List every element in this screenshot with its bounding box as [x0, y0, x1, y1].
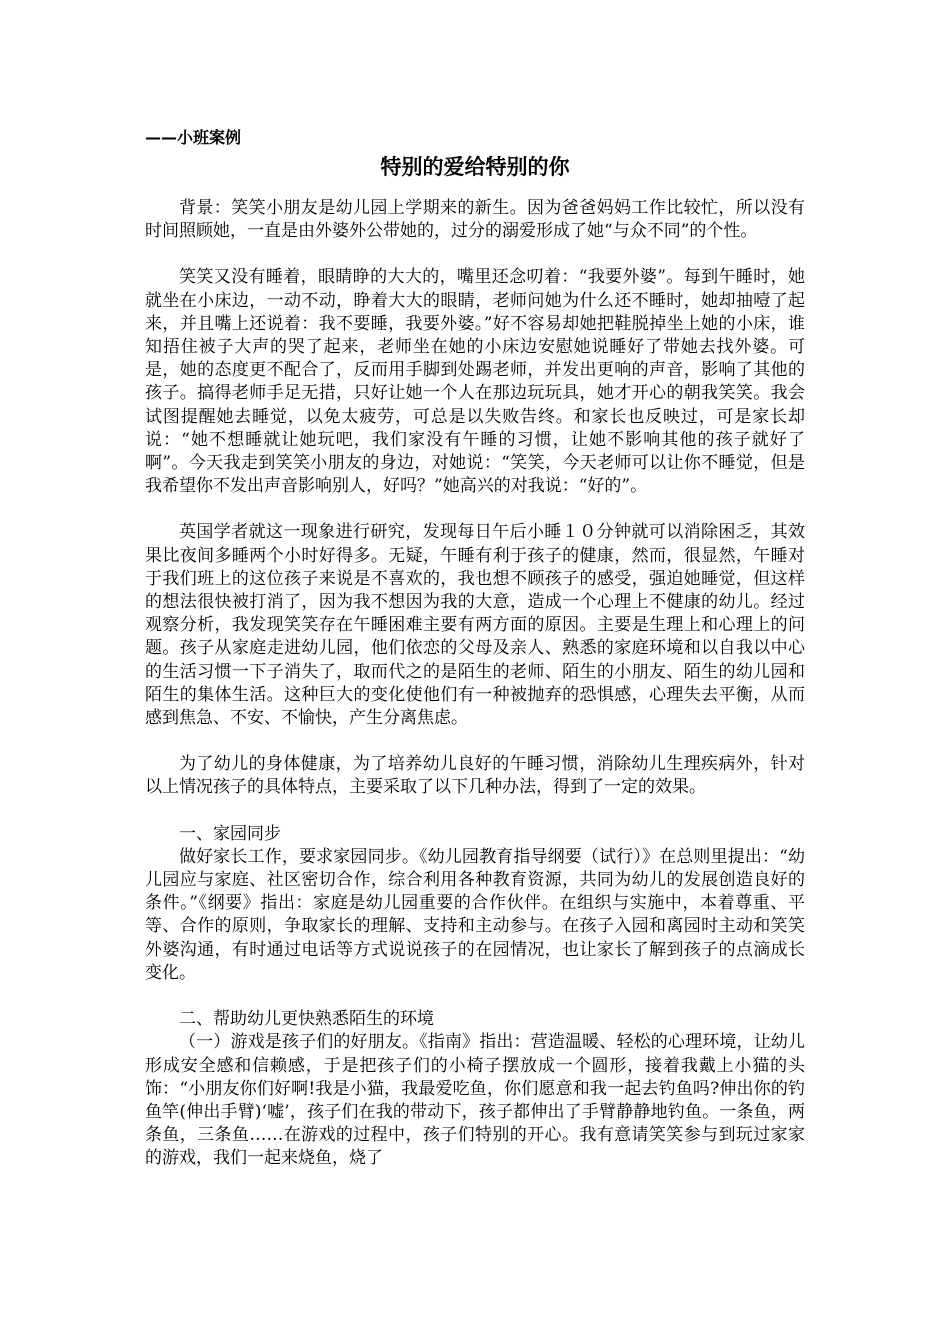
document-subtitle: ——小班案例: [145, 128, 242, 147]
paragraph-games: （一）游戏是孩子们的好朋友。《指南》指出：营造温暖、轻松的心理环境，让幼儿形成安全感和信赖感，于是把孩子们的小椅子摆放成一个圆形，接着我戴上小猫的头饰：“小朋友你们好啊!我是小猫，我最爱吃鱼，你们愿意和我一起去钓鱼吗?伸出你的钓鱼竿(伸出手臂)‘嘘’，孩子们在我的带动下，孩子都伸出了手臂静静地钓鱼。一条鱼，两条鱼，三条鱼……在游戏的过程中，孩子们特别的开心。我有意请笑笑参与到玩过家家的游戏，我们一起来烧鱼，烧了: [145, 1032, 805, 1169]
paragraph-gap: [145, 730, 805, 753]
paragraph-gap: [145, 985, 805, 1008]
paragraph-measures-intro: 为了幼儿的身体健康，为了培养幼儿良好的午睡习惯，消除幼儿生理疾病外，针对以上情况孩子的具体特点，主要采取了以下几种办法，得到了一定的效果。: [145, 754, 805, 798]
paragraph-home-school: 做好家长工作，要求家园同步。《幼儿园教育指导纲要（试行）》在总则里提出：“幼儿园应与家庭、社区密切合作，综合利用各种教育资源，共同为幼儿的发展创造良好的条件。”《纲要》指出：家庭是幼儿园重要的合作伙伴。在组织与实施中，本着尊重、平等、合作的原则，争取家长的理解、支持和主动参与。在孩子入园和离园时主动和笑笑外婆沟通，有时通过电话等方式说说孩子的在园情况，也让家长了解到孩子的点滴成长变化。: [145, 846, 805, 983]
document-title: 特别的爱给特别的你: [380, 155, 570, 179]
paragraph-background: 背景：笑笑小朋友是幼儿园上学期来的新生。因为爸爸妈妈工作比较忙，所以没有时间照顾她，一直是由外婆外公带她的，过分的溺爱形成了她“与众不同”的个性。: [145, 198, 805, 242]
section-heading-environment: 二、帮助幼儿更快熟悉陌生的环境: [179, 1009, 434, 1030]
section-heading-home-school: 一、家园同步: [179, 823, 281, 844]
document-page: [145, 125, 805, 1171]
paragraph-nap-story: 笑笑又没有睡着，眼睛睁的大大的，嘴里还念叨着：“我要外婆”。每到午睡时，她就坐在小床边，一动不动，睁着大大的眼睛，老师问她为什么还不睡时，她却抽噎了起来，并且嘴上还说着：我不要睡，我要外婆。”好不容易却她把鞋脱掉坐上她的小床，谁知捂住被子大声的哭了起来，老师坐在她的小床边安慰她说睡好了带她去找外婆。可是，她的态度更不配合了，反而用手脚到处踢老师，并发出更响的声音，影响了其他的孩子。搞得老师手足无措，只好让她一个人在那边玩玩具，她才开心的朝我笑笑。我会试图提醒她去睡觉，以免太疲劳，可总是以失败告终。和家长也反映过，可是家长却说：“她不想睡就让她玩吧，我们家没有午睡的习惯，让她不影响其他的孩子就好了啊”。今天我走到笑笑小朋友的身边，对她说：“笑笑，今天老师可以让你不睡觉，但是我希望你不发出声音影响别人，好吗？”她高兴的对我说：“好的”。: [145, 267, 805, 497]
paragraph-analysis: 英国学者就这一现象进行研究，发现每日午后小睡１０分钟就可以消除困乏，其效果比夜间多睡两个小时好得多。无疑，午睡有利于孩子的健康，然而，很显然，午睡对于我们班上的这位孩子来说是不喜欢的，我也想不顾孩子的感受，强迫她睡觉，但这样的想法很快被打消了，因为我不想因为我的大意，造成一个心理上不健康的幼儿。经过观察分析，我发现笑笑存在午睡困难主要有两方面的原因。主要是生理上和心理上的问题。孩子从家庭走进幼儿园，他们依恋的父母及亲人、熟悉的家庭环境和以自我以中心的生活习惯一下子消失了，取而代之的是陌生的老师、陌生的小朋友、陌生的幼儿园和陌生的集体生活。这种巨大的变化使他们有一种被抛弃的恐惧感，心理失去平衡，从而感到焦急、不安、不愉快，产生分离焦虑。: [145, 522, 805, 729]
paragraph-gap: [145, 498, 805, 521]
paragraph-gap: [145, 800, 805, 823]
paragraph-gap: [145, 243, 805, 266]
